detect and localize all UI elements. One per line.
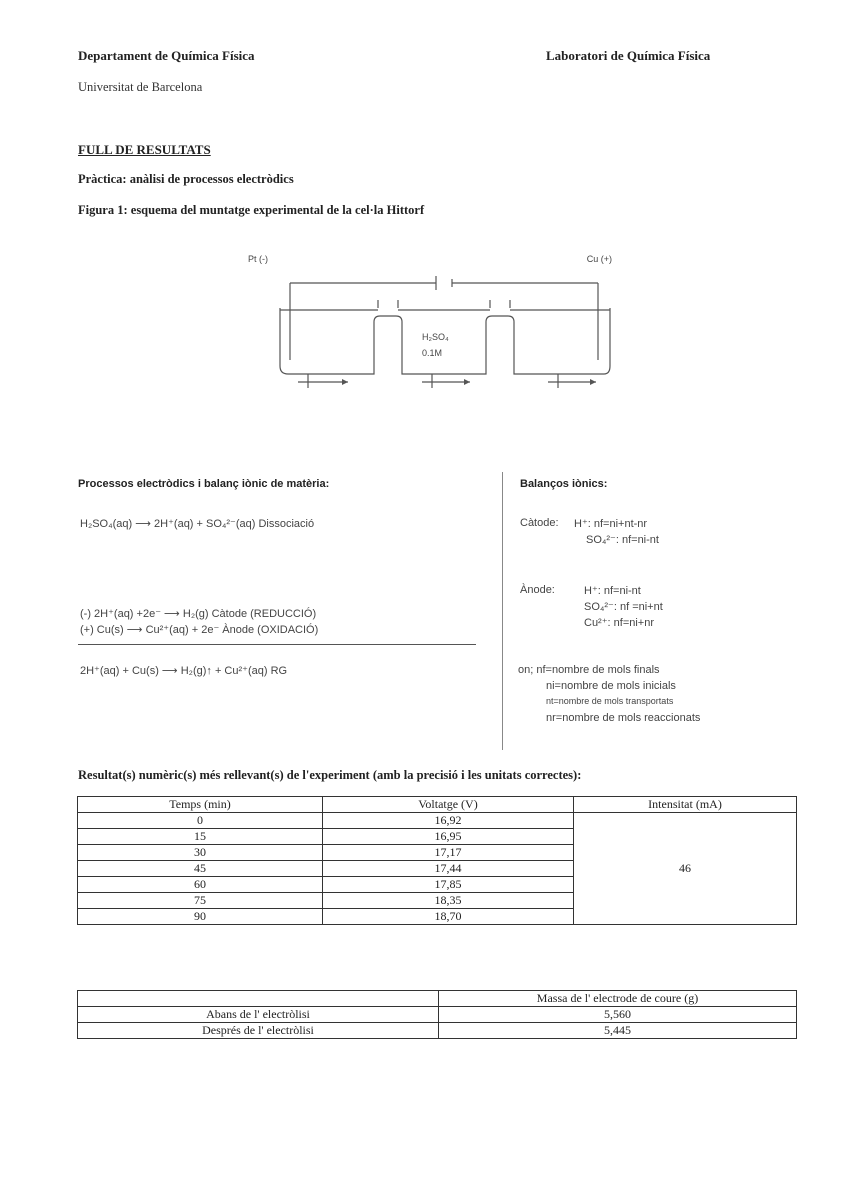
solution-label: H₂SO₄ xyxy=(422,332,449,342)
table-row xyxy=(78,1007,797,1023)
legend-nr: nr=nombre de mols reaccionats xyxy=(546,712,701,724)
table-row xyxy=(78,813,797,829)
time-cell: 60 xyxy=(78,877,323,893)
dissociation-equation: H₂SO₄(aq) ⟶ 2H⁺(aq) + SO₄²⁻(aq) Dissociació xyxy=(80,518,315,530)
anode-label: Ànode: xyxy=(520,584,555,596)
column-divider xyxy=(502,472,503,750)
figure-caption: Figura 1: esquema del muntatge experimental de la cel·la Hittorf xyxy=(78,203,425,217)
results-heading: Resultat(s) numèric(s) més rellevant(s) de l'experiment (amb la precisió i les unitats correctes): xyxy=(78,768,582,782)
table-header-row xyxy=(78,797,797,813)
department-name: Departament de Química Física xyxy=(78,48,255,63)
voltage-cell: 16,95 xyxy=(323,829,574,845)
anode-h-balance: H⁺: nf=ni-nt xyxy=(584,585,641,597)
voltage-cell: 17,44 xyxy=(323,861,574,877)
time-cell: 30 xyxy=(78,845,323,861)
anode-so4-balance: SO₄²⁻: nf =ni+nt xyxy=(584,601,663,613)
cell-openings xyxy=(378,300,510,308)
time-cell: 90 xyxy=(78,909,323,925)
voltage-cell: 18,35 xyxy=(323,893,574,909)
intensity-cell: 46 xyxy=(574,813,797,925)
catode-h-balance: H⁺: nf=ni+nt-nr xyxy=(574,518,648,530)
table-header-row xyxy=(78,991,797,1007)
column-header-intensity: Intensitat (mA) xyxy=(574,797,797,813)
column-header-time: Temps (min) xyxy=(78,797,323,813)
voltage-cell: 18,70 xyxy=(323,909,574,925)
electrode-mass-table xyxy=(77,990,797,1039)
practice-title: Pràctica: anàlisi de processos electròdics xyxy=(78,172,294,186)
results-table xyxy=(77,796,797,925)
legend-nt: nt=nombre de mols transportats xyxy=(546,696,674,706)
electrode-right-label: Cu (+) xyxy=(586,254,612,264)
table-row xyxy=(78,1023,797,1039)
voltage-cell: 17,85 xyxy=(323,877,574,893)
time-cell: 75 xyxy=(78,893,323,909)
cathode-equation: (-) 2H⁺(aq) +2e⁻ ⟶ H₂(g) Càtode (REDUCCIÓ) xyxy=(80,608,317,620)
electrode-left-label: Pt (-) xyxy=(248,254,268,264)
balances-heading: Balanços iònics: xyxy=(520,478,608,490)
mass-row-label: Abans de l' electròlisi xyxy=(78,1007,439,1023)
anode-cu-balance: Cu²⁺: nf=ni+nr xyxy=(584,617,655,629)
results-sheet-title: FULL DE RESULTATS xyxy=(78,142,211,157)
time-cell: 45 xyxy=(78,861,323,877)
time-cell: 0 xyxy=(78,813,323,829)
legend-ni: ni=nombre de mols inicials xyxy=(546,680,676,692)
equation-divider xyxy=(78,644,476,645)
anode-equation: (+) Cu(s) ⟶ Cu²⁺(aq) + 2e⁻ Ànode (OXIDACIÓ) xyxy=(80,624,319,636)
voltage-cell: 17,17 xyxy=(323,845,574,861)
legend-nf: on; nf=nombre de mols finals xyxy=(518,664,660,676)
global-reaction: 2H⁺(aq) + Cu(s) ⟶ H₂(g)↑ + Cu²⁺(aq) RG xyxy=(80,665,288,677)
catode-so4-balance: SO₄²⁻: nf=ni-nt xyxy=(586,534,659,546)
column-header-voltage: Voltatge (V) xyxy=(323,797,574,813)
mass-value-cell: 5,560 xyxy=(439,1007,797,1023)
processes-heading: Processos electròdics i balanç iònic de matèria: xyxy=(78,478,330,490)
catode-label: Càtode: xyxy=(520,517,559,529)
empty-header-cell xyxy=(78,991,439,1007)
mass-row-label: Després de l' electròlisi xyxy=(78,1023,439,1039)
hittorf-cell-diagram xyxy=(236,248,616,398)
time-cell: 15 xyxy=(78,829,323,845)
laboratory-name: Laboratori de Química Física xyxy=(546,48,711,63)
voltage-cell: 16,92 xyxy=(323,813,574,829)
column-header-mass: Massa de l' electrode de coure (g) xyxy=(439,991,797,1007)
concentration-label: 0.1M xyxy=(422,348,443,358)
university-name: Universitat de Barcelona xyxy=(78,80,203,94)
mass-value-cell: 5,445 xyxy=(439,1023,797,1039)
